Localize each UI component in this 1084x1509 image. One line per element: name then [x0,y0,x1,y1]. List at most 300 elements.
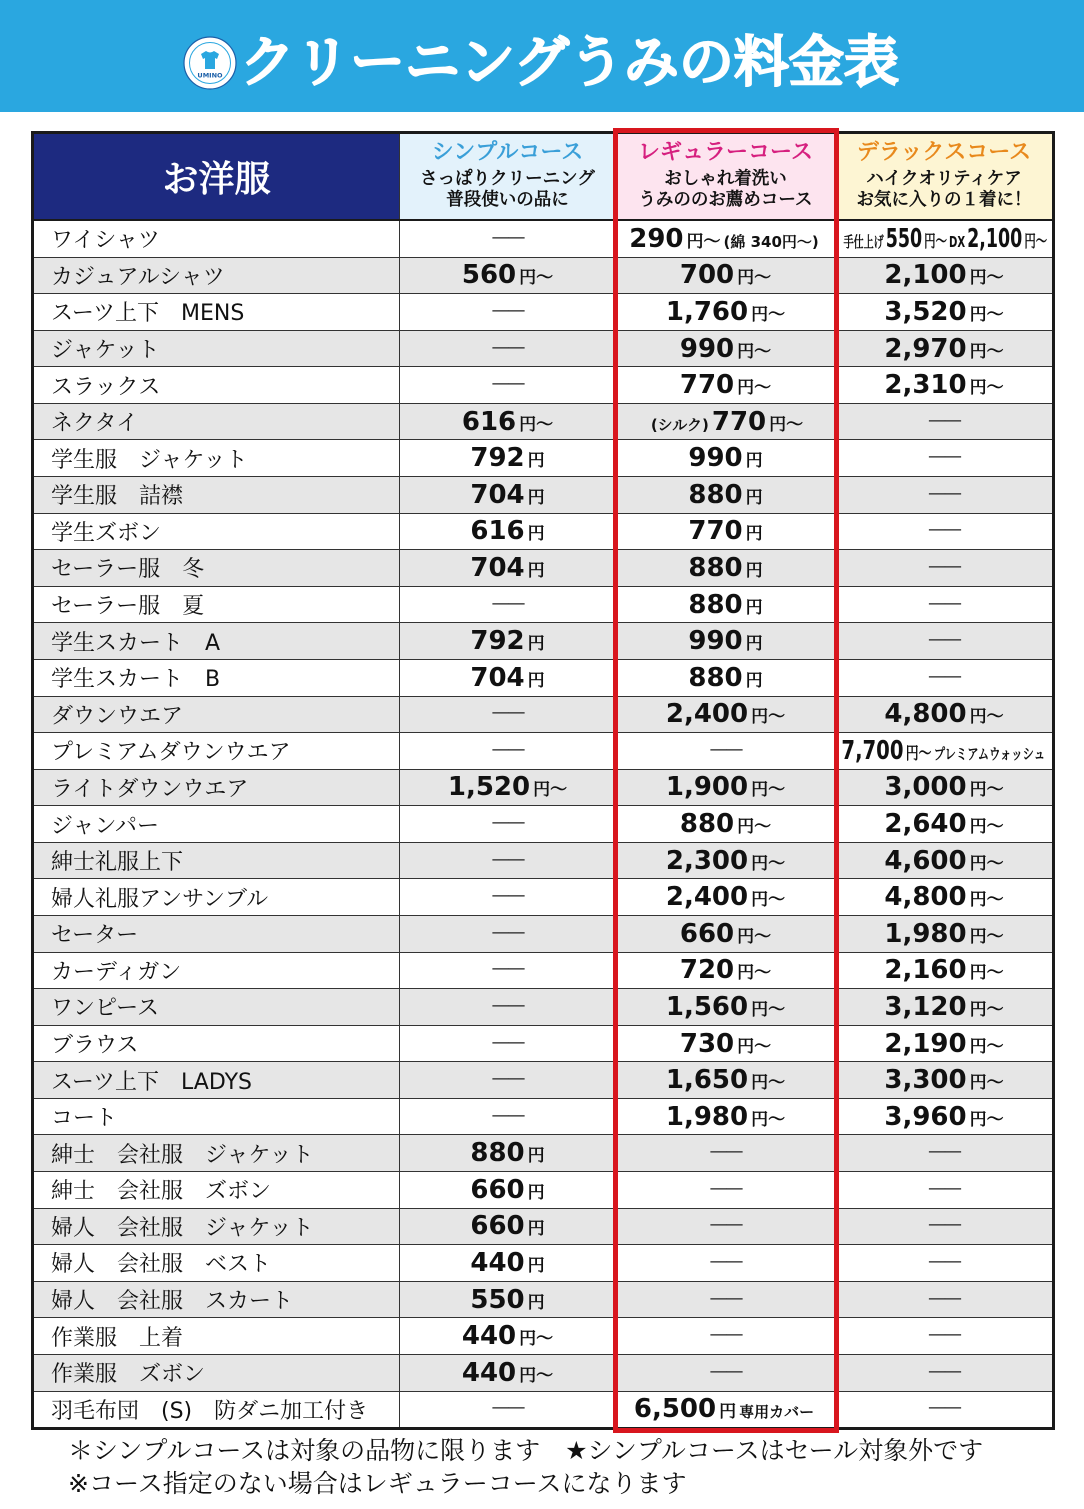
price-value [648,406,804,437]
price-amount: 440 [461,1357,517,1388]
item-name: セーター [34,916,400,952]
item-name: 作業服 ズボン [34,1355,400,1391]
price-value [688,626,763,657]
price-unit: 円～ [969,304,1004,325]
price-unit: 円 [745,634,763,655]
price-unit: 円～ [969,1109,1004,1130]
price-regular [616,477,836,513]
dash: —— [491,702,524,724]
item-name: 婦人礼服アンサンブル [34,879,400,915]
item-name: スラックス [34,367,400,403]
table-row [34,367,1052,404]
price-note: 手仕上げ [843,232,884,251]
price-amount: 2,190 [884,1028,967,1059]
table-row [34,1099,1052,1136]
price-value [928,1287,960,1309]
table-row [34,1209,1052,1246]
dash: —— [928,1141,960,1163]
price-simple [400,623,616,659]
table-row [34,1026,1052,1063]
price-amount: 660 [470,1211,525,1242]
price-value [665,296,786,327]
price-value [491,592,524,614]
dash: —— [491,994,524,1016]
dash: —— [928,592,960,614]
price-regular [616,660,836,696]
price-value [491,299,524,321]
price-regular [616,1099,836,1135]
dash: —— [491,812,524,834]
table-row [34,514,1052,551]
price-simple [400,1282,616,1318]
simple-course-desc-2: 普段使いの品に [446,190,569,210]
item-name: ワンピース [34,989,400,1025]
price-amount: 2,400 [665,699,749,730]
price-value [709,1324,742,1346]
price-simple [400,294,616,330]
price-unit: 円～ [969,707,1004,728]
price-simple [400,1172,616,1208]
price-deluxe [836,697,1052,733]
price-regular [616,1355,836,1391]
price-value [679,955,772,986]
price-value [884,370,1004,401]
dash: —— [491,958,524,980]
price-value [841,735,1047,766]
title-banner [0,0,1084,112]
price-unit: 円～ [769,414,804,435]
price-amount: 1,650 [665,1065,749,1096]
price-unit: 円～ [737,1036,772,1057]
price-amount: 2,400 [665,882,749,913]
price-amount: 440 [470,1247,525,1278]
price-simple [400,989,616,1025]
item-name: セーラー服 冬 [34,550,400,586]
price-unit: 円～ [969,926,1004,947]
dash: —— [709,1287,742,1309]
price-unit: 円 [527,1219,545,1240]
price-value [679,1028,772,1059]
item-name: 作業服 上着 [34,1318,400,1354]
item-name: ジャケット [34,331,400,367]
price-amount: 4,800 [884,882,967,913]
price-value [884,699,1004,730]
price-note: DX [948,232,965,251]
item-name: 学生服 ジャケット [34,440,400,476]
price-unit: 円～ [519,414,554,435]
table-row [34,550,1052,587]
price-value [928,446,960,468]
price-regular [616,1026,836,1062]
dash: —— [491,885,524,907]
price-regular [616,440,836,476]
price-unit: 円～ [969,341,1004,362]
price-deluxe [836,989,1052,1025]
price-value [491,1031,524,1053]
table-row [34,1392,1052,1428]
price-amount: 2,310 [884,370,967,401]
price-deluxe [836,770,1052,806]
table-row [34,221,1052,258]
dash: —— [709,1324,742,1346]
price-deluxe [836,953,1052,989]
price-simple [400,1392,616,1428]
price-deluxe [836,550,1052,586]
price-unit: 円～ [751,304,786,325]
price-amount: 560 [461,260,517,291]
price-unit: 円 [745,524,763,545]
price-value [709,1287,742,1309]
price-value [470,662,545,693]
price-value [461,1357,554,1388]
price-amount: 4,800 [884,699,967,730]
price-deluxe [836,1318,1052,1354]
price-amount: 2,640 [884,809,967,840]
dash: —— [491,336,524,358]
price-unit: 円 [745,487,763,508]
price-value [491,848,524,870]
price-unit: 円 [745,560,763,581]
dash: —— [928,519,960,541]
price-value [928,1177,960,1199]
price-amount: 290 [629,223,684,254]
price-unit: 円～ [751,999,786,1020]
price-value [461,406,554,437]
price-value [447,772,568,803]
item-name: カーディガン [34,953,400,989]
price-value [688,516,763,547]
dash: —— [709,738,742,760]
regular-course-header [616,134,836,219]
price-amount: 720 [679,955,735,986]
price-simple [400,440,616,476]
price-value [470,443,545,474]
price-amount: 792 [470,626,525,657]
price-value [679,260,772,291]
price-value [841,223,1047,254]
price-amount: 704 [470,552,525,583]
price-unit: 円～ [969,890,1004,911]
dash: —— [709,1250,742,1272]
price-value [461,260,554,291]
price-deluxe [836,477,1052,513]
price-deluxe [836,623,1052,659]
price-amount: 1,980 [665,1101,749,1132]
price-regular [616,1062,836,1098]
price-value [884,991,1004,1022]
price-amount: 2,100 [884,260,967,291]
price-value [884,333,1004,364]
price-amount: 770 [711,406,767,437]
price-value [709,1141,742,1163]
price-value [928,1324,960,1346]
item-name: 紳士 会社服 ジャケット [34,1135,400,1171]
price-amount: 3,120 [884,991,967,1022]
price-unit: 円～ [737,817,772,838]
price-unit: 円～ [737,963,772,984]
price-unit: 円～ [969,1036,1004,1057]
price-value [470,479,545,510]
price-amount: 704 [470,662,525,693]
price-regular [616,843,836,879]
price-unit: 円 [745,670,763,691]
table-row [34,1245,1052,1282]
price-value [665,991,786,1022]
price-value [461,1321,554,1352]
price-simple [400,697,616,733]
price-value [709,1177,742,1199]
price-amount: 700 [679,260,735,291]
price-deluxe [836,514,1052,550]
price-deluxe [836,404,1052,440]
simple-course-header [400,134,616,219]
dash: —— [928,629,960,651]
price-amount: 704 [470,479,525,510]
dash: —— [491,848,524,870]
table-row [34,1172,1052,1209]
item-name: ワイシャツ [34,221,400,257]
price-value [679,918,772,949]
price-deluxe [836,367,1052,403]
price-amount: 3,520 [884,296,967,327]
price-regular [616,367,836,403]
price-value [633,1394,817,1425]
price-amount: 1,760 [665,296,749,327]
price-deluxe [836,258,1052,294]
item-name: 学生服 詰襟 [34,477,400,513]
table-row [34,697,1052,734]
price-value [470,1138,545,1169]
dash: —— [709,1360,742,1382]
price-note: (綿 340円～) [723,232,819,251]
price-simple [400,1135,616,1171]
price-deluxe [836,843,1052,879]
price-simple [400,1245,616,1281]
regular-course-desc-2: うみののお薦めコース [638,190,813,210]
dash: —— [928,1250,960,1272]
price-value [491,994,524,1016]
price-amount: 550 [885,223,922,254]
price-value [928,409,960,431]
price-value [688,479,763,510]
item-name: スーツ上下 LADYS [34,1062,400,1098]
regular-course-desc-1: おしゃれ着洗い [664,169,787,189]
price-unit: 円～ [519,1365,554,1386]
price-simple [400,477,616,513]
price-value [470,1247,545,1278]
price-value [884,1101,1004,1132]
price-value [928,1397,960,1419]
price-amount: 660 [470,1174,525,1205]
table-row [34,623,1052,660]
price-simple [400,916,616,952]
price-value [629,223,822,254]
price-regular [616,1135,836,1171]
price-value [665,1101,786,1132]
price-amount: 770 [679,370,735,401]
price-simple [400,587,616,623]
price-amount: 1,560 [665,991,749,1022]
price-amount: 880 [688,552,743,583]
dash: —— [928,1214,960,1236]
dash: —— [928,409,960,431]
price-amount: 550 [470,1284,525,1315]
price-value [491,702,524,724]
price-simple [400,953,616,989]
price-value [491,738,524,760]
dash: —— [928,1397,960,1419]
dash: —— [491,1104,524,1126]
item-name: 学生ズボン [34,514,400,550]
price-regular [616,550,836,586]
price-amount: 1,900 [665,772,749,803]
table-row [34,733,1052,770]
dash: —— [491,373,524,395]
price-regular [616,221,836,257]
price-value [928,519,960,541]
price-amount: 3,960 [884,1101,967,1132]
price-amount: 440 [461,1321,517,1352]
price-unit: 円～ [737,341,772,362]
price-unit: 円 [527,1255,545,1276]
price-unit: 円 [527,560,545,581]
price-unit: 円 [719,1402,737,1423]
price-value [491,1397,524,1419]
price-simple [400,221,616,257]
price-unit: 円～ [969,268,1004,289]
item-name: 紳士礼服上下 [34,843,400,879]
price-unit: 円 [527,487,545,508]
price-value [491,921,524,943]
price-deluxe [836,1282,1052,1318]
price-amount: 880 [688,589,743,620]
price-simple [400,1209,616,1245]
table-row [34,1062,1052,1099]
price-value [688,443,763,474]
item-name: ネクタイ [34,404,400,440]
price-unit: 円～ [737,268,772,289]
price-value [679,333,772,364]
price-unit: 円～ [1024,231,1047,252]
price-unit: 円 [527,524,545,545]
price-amount: 770 [688,516,743,547]
price-unit: 円 [745,597,763,618]
price-simple [400,770,616,806]
price-unit: 円～ [751,853,786,874]
price-regular [616,331,836,367]
table-header [34,134,1052,221]
price-unit: 円～ [519,1329,554,1350]
price-amount: 2,300 [665,845,749,876]
table-row [34,1318,1052,1355]
price-regular [616,916,836,952]
dash: —— [928,1287,960,1309]
deluxe-course-title: デラックスコース [856,140,1032,165]
price-deluxe [836,1172,1052,1208]
price-value [665,882,786,913]
table-row [34,879,1052,916]
dash: —— [928,482,960,504]
table-row [34,294,1052,331]
table-row [34,258,1052,295]
item-name: コート [34,1099,400,1135]
table-row [34,440,1052,477]
table-row [34,1282,1052,1319]
dash: —— [928,1324,960,1346]
deluxe-course-header [836,134,1052,219]
price-regular [616,806,836,842]
dash: —— [491,226,524,248]
table-row [34,770,1052,807]
price-deluxe [836,294,1052,330]
price-regular [616,514,836,550]
price-amount: 880 [470,1138,525,1169]
price-simple [400,879,616,915]
price-amount: 880 [688,479,743,510]
price-value [884,955,1004,986]
table-row [34,331,1052,368]
price-amount: 616 [461,406,517,437]
price-simple [400,550,616,586]
price-unit: 円～ [751,1073,786,1094]
price-deluxe [836,1135,1052,1171]
price-value [928,1214,960,1236]
table-row [34,587,1052,624]
price-value [928,592,960,614]
price-unit: 円～ [969,780,1004,801]
price-simple [400,806,616,842]
price-value [884,809,1004,840]
dash: —— [709,1177,742,1199]
price-amount: 1,520 [447,772,531,803]
price-value [884,1065,1004,1096]
footnote-1: ＊シンプルコースは対象の品物に限ります ★シンプルコースはセール対象外です [68,1436,984,1465]
price-unit: 円～ [686,231,721,252]
price-simple [400,404,616,440]
price-value [665,1065,786,1096]
item-name: プレミアムダウンウエア [34,733,400,769]
price-amount: 3,300 [884,1065,967,1096]
price-value [665,772,786,803]
price-value [884,845,1004,876]
price-table [31,131,1055,1430]
dash: —— [709,1141,742,1163]
price-value [491,336,524,358]
price-amount: 616 [470,516,525,547]
deluxe-course-desc-2: お気に入りの１着に！ [856,190,1032,210]
price-value [688,589,763,620]
price-simple [400,258,616,294]
item-name: 学生スカート B [34,660,400,696]
price-value [491,958,524,980]
price-unit: 円～ [969,1073,1004,1094]
price-amount: 2,160 [884,955,967,986]
price-regular [616,879,836,915]
item-name: ジャンパー [34,806,400,842]
price-value [491,812,524,834]
price-amount: 792 [470,443,525,474]
regular-course-title: レギュラーコース [638,140,813,165]
price-regular [616,623,836,659]
price-regular [616,587,836,623]
price-deluxe [836,1245,1052,1281]
price-regular [616,404,836,440]
item-name: スーツ上下 MENS [34,294,400,330]
logo-text: UMINO [197,71,223,80]
price-unit: 円 [527,451,545,472]
price-unit: 円～ [751,890,786,911]
dash: —— [928,1360,960,1382]
